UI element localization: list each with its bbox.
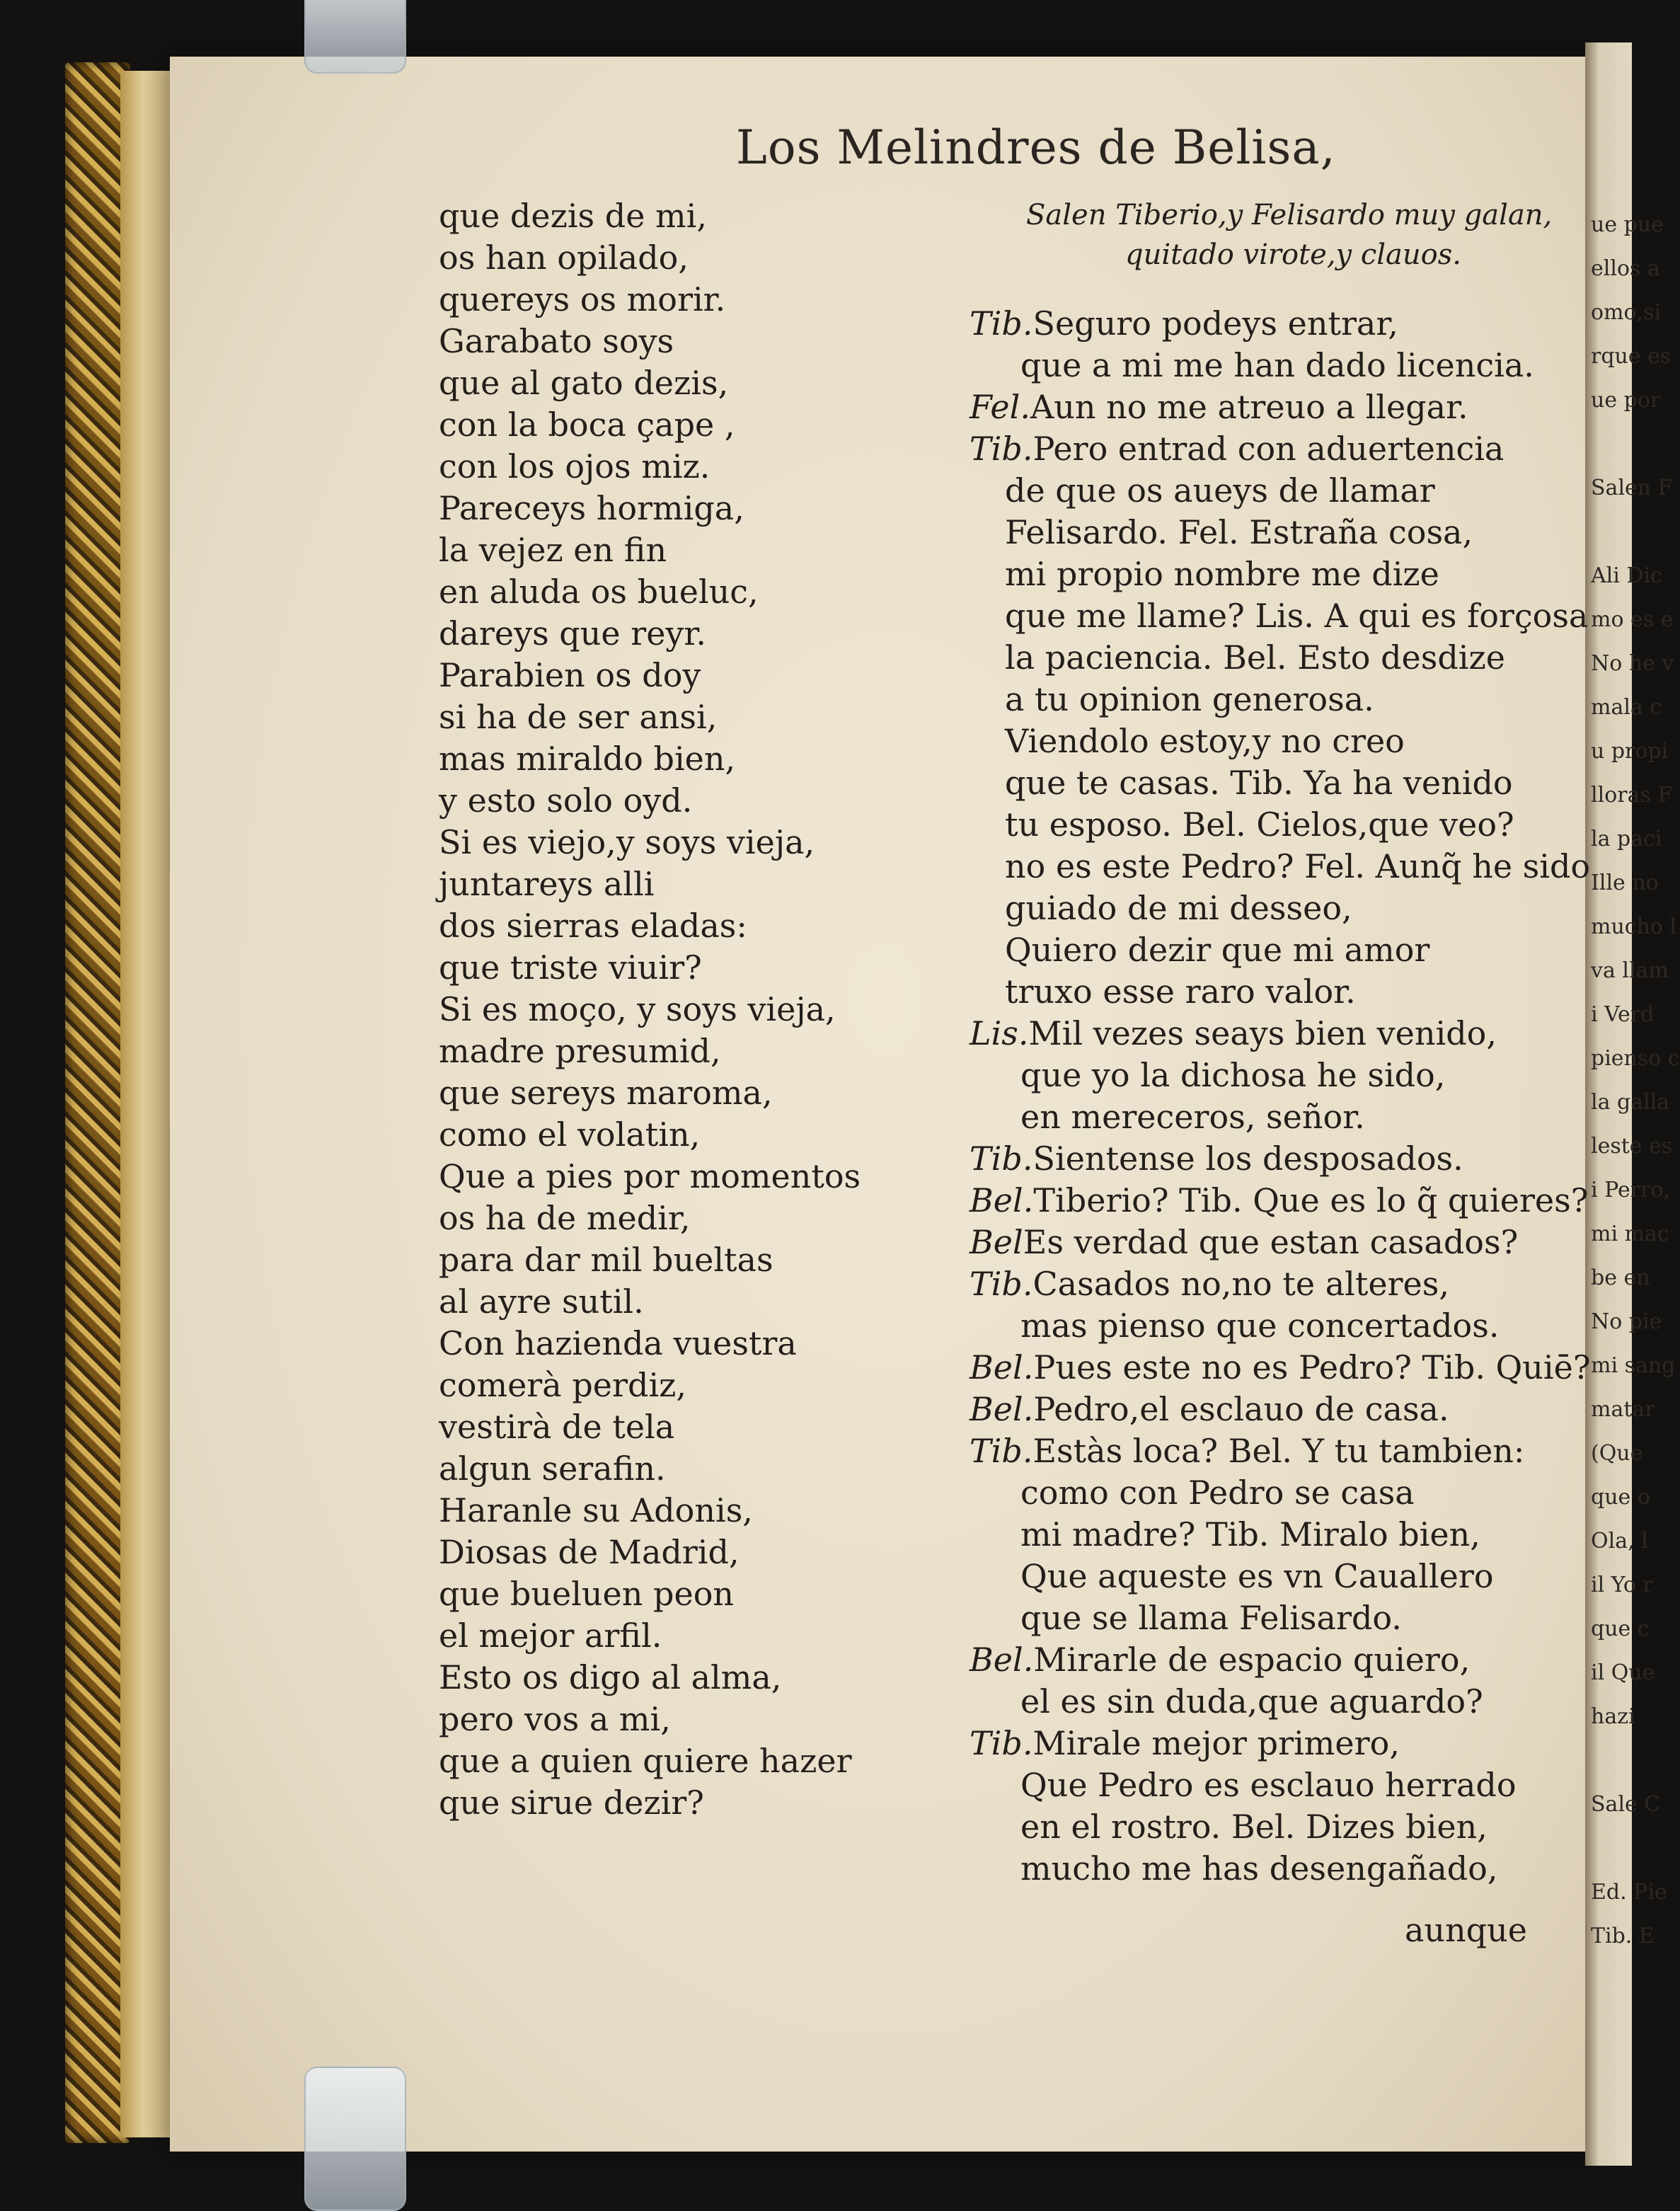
page-edges [120,71,177,2137]
dialogue-line [970,1556,1591,1597]
verse-line: pero vos a mi, [439,1700,671,1738]
dialogue-line [970,929,1591,971]
speaker-label: Fel. [970,388,1030,426]
stage-direction-line: Salen Tiberio,y Felisardo muy galan, [1026,199,1553,231]
dialogue-text: Que Pedro es esclauo herrado [1020,1766,1517,1804]
verse-line: dos sierras eladas: [439,907,747,945]
next-page-fragment: ue por [1591,388,1661,413]
verse-line: que dezis de mi, [439,197,708,235]
next-page-fragment: mucho l [1591,914,1677,939]
dialogue-text: Estàs loca? Bel. Y tu tambien: [1032,1432,1525,1470]
dialogue-line [970,1055,1591,1096]
dialogue-line [970,1389,1591,1430]
dialogue-text: mi madre? Tib. Miralo bien, [1020,1515,1480,1554]
dialogue-lines [970,303,1591,1890]
next-page-fragment: i Verd [1591,1002,1655,1027]
catchword: aunque [1405,1911,1527,1949]
dialogue-line [970,553,1591,595]
verse-line: Pareceys hormiga, [439,489,744,527]
dialogue-line [970,428,1591,470]
dialogue-text: de que os aueys de llamar [1005,471,1435,510]
dialogue-text: Seguro podeys entrar, [1032,304,1398,343]
dialogue-line [970,1514,1591,1556]
next-page-fragment: pienso c [1591,1046,1680,1071]
dialogue-line [970,1305,1591,1347]
dialogue-text: guiado de mi desseo, [1005,889,1352,927]
dialogue-text: mi propio nombre me dize [1005,555,1439,593]
dialogue-line [970,1597,1591,1639]
verse-line: juntareys alli [439,865,655,903]
dialogue-text: Que aqueste es vn Cauallero [1020,1557,1494,1595]
verse-line: dareys que reyr. [439,614,706,653]
dialogue-text: Mil vezes seays bien venido, [1028,1014,1497,1052]
verse-line: como el volatin, [439,1115,701,1154]
verse-line: Diosas de Madrid, [439,1533,740,1571]
dialogue-text: Quiero dezir que mi amor [1005,931,1430,969]
verse-line: con la boca çape , [439,406,735,444]
next-page-fragment: que c [1591,1616,1650,1641]
dialogue-line [970,1222,1591,1263]
next-page-fragment: il Que [1591,1660,1655,1685]
next-page-fragment: i Perro, [1591,1178,1671,1202]
dialogue-line [970,1764,1591,1806]
dialogue-text: Es verdad que estan casados? [1023,1223,1519,1261]
speaker-label: Tib. [970,304,1033,343]
dialogue-text: mas pienso que concertados. [1020,1306,1500,1345]
dialogue-text: en el rostro. Bel. Dizes bien, [1020,1808,1488,1846]
verse-line: quereys os morir. [439,280,726,318]
speaker-label: Tib. [970,430,1033,468]
verse-line: si ha de ser ansi, [439,698,718,736]
dialogue-line [970,762,1591,804]
dialogue-text: el es sin duda,que aguardo? [1020,1682,1483,1721]
dialogue-text: Felisardo. Fel. Estraña cosa, [1005,513,1473,551]
verse-line: con los ojos miz. [439,447,710,486]
dialogue-text: Mirale mejor primero, [1032,1724,1400,1762]
next-page-fragment: mala c [1591,695,1662,720]
dialogue-text: Pedro,el esclauo de casa. [1033,1390,1449,1428]
verse-line: que triste viuir? [439,948,702,987]
speaker-label: Bel. [970,1181,1034,1219]
next-page-fragment: Tib. E [1591,1924,1655,1948]
dialogue-text: que te casas. Tib. Ya ha venido [1005,764,1513,802]
dialogue-text: que se llama Felisardo. [1020,1599,1402,1637]
dialogue-line [970,804,1591,846]
dialogue-line [970,1263,1591,1305]
next-page-fragment: ellos a [1591,256,1660,281]
dialogue-text: como con Pedro se casa [1020,1474,1415,1512]
dialogue-text: Tiberio? Tib. Que es lo q̃ quieres? [1033,1181,1589,1219]
speaker-label: Tib. [970,1265,1033,1303]
dialogue-line [970,512,1591,553]
dialogue-text: Casados no,no te alteres, [1032,1265,1449,1303]
next-page-fragment: Ola, l [1591,1529,1648,1554]
dialogue-text: truxo esse raro valor. [1005,972,1356,1011]
verse-line: Si es moço, y soys vieja, [439,990,836,1028]
verse-line: Parabien os doy [439,656,701,694]
next-page-fragment: va llam [1591,958,1669,983]
dialogue-text: que a mi me han dado licencia. [1020,346,1534,384]
verse-line: vestirà de tela [439,1408,675,1446]
left-column-verse [439,195,861,1824]
speaker-label: Tib. [970,1139,1033,1178]
next-page-fragment: rque es [1591,344,1672,369]
dialogue-line [970,1472,1591,1514]
dialogue-line [970,386,1591,428]
dialogue-text: no es este Pedro? Fel. Aunq̃ he sido [1005,847,1591,885]
dialogue-text: Pues este no es Pedro? Tib. Quiē? [1033,1348,1591,1386]
next-page-fragment: matar [1591,1397,1655,1422]
dialogue-line [970,1806,1591,1848]
speaker-label: Bel. [970,1390,1034,1428]
dialogue-line [970,971,1591,1013]
dialogue-text: tu esposo. Bel. Cielos,que veo? [1005,805,1514,844]
book-clip-bottom [304,2067,406,2211]
dialogue-line [970,888,1591,929]
speaker-label: Bel. [970,1641,1034,1679]
verse-line: madre presumid, [439,1032,721,1070]
dialogue-line [970,595,1591,637]
next-page-fragment: leste es [1591,1134,1673,1159]
dialogue-line [970,1180,1591,1222]
dialogue-text: en mereceros, señor. [1020,1098,1365,1136]
speaker-label: Bel. [970,1348,1034,1386]
verse-line: al ayre sutil. [439,1282,644,1321]
dialogue-line [970,637,1591,679]
speaker-label: Tib. [970,1432,1033,1470]
dialogue-line [970,1848,1591,1890]
verse-line: Haranle su Adonis, [439,1491,753,1529]
next-page-fragment: Sale C [1591,1792,1661,1817]
dialogue-text: Viendolo estoy,y no creo [1005,722,1405,760]
dialogue-line [970,679,1591,720]
verse-line: Esto os digo al alma, [439,1658,782,1696]
verse-line: la vejez en fin [439,531,667,569]
dialogue-line [970,345,1591,386]
next-page-fragment: lloras F [1591,783,1673,808]
dialogue-line [970,470,1591,512]
speaker-label: Lis. [970,1014,1029,1052]
next-page-fragment: mi mac [1591,1222,1669,1246]
verse-line: comerà perdiz, [439,1366,687,1404]
dialogue-text: a tu opinion generosa. [1005,680,1374,718]
verse-line: que bueluen peon [439,1575,735,1613]
dialogue-line [970,1013,1591,1055]
next-page-fragment: mi sang [1591,1353,1676,1378]
dialogue-text: que me llame? Lis. A qui es forçosa [1005,597,1589,635]
next-page-fragment: be en [1591,1265,1650,1290]
dialogue-line [970,1347,1591,1389]
next-page-fragment: No pie [1591,1309,1662,1334]
speaker-label: Tib. [970,1724,1033,1762]
dialogue-text: que yo la dichosa he sido, [1020,1056,1446,1094]
next-page-fragment: la galla [1591,1090,1670,1115]
verse-line: os han opilado, [439,239,689,277]
dialogue-line [970,846,1591,888]
verse-line: Garabato soys [439,322,674,360]
verse-line: que a quien quiere hazer [439,1742,852,1780]
dialogue-line [970,303,1591,345]
next-page-fragment: mo es e [1591,607,1674,632]
speaker-label: Bel [970,1223,1023,1261]
dialogue-text: mucho me has desengañado, [1020,1849,1498,1888]
dialogue-text: Aun no me atreuo a llegar. [1030,388,1468,426]
dialogue-line [970,1681,1591,1723]
next-page-fragment: No he v [1591,651,1674,676]
verse-line: en aluda os bueluc, [439,573,759,611]
book-clip-top [304,0,406,74]
next-page-fragment: Salen F [1591,476,1673,500]
dialogue-line [970,1723,1591,1764]
verse-line: que sirue dezir? [439,1784,704,1822]
next-page-fragment: hazi [1591,1704,1635,1729]
dialogue-text: Sientense los desposados. [1032,1139,1463,1178]
verse-line: algun serafin. [439,1449,666,1488]
verse-line: mas miraldo bien, [439,740,736,778]
dialogue-text: Mirarle de espacio quiero, [1033,1641,1471,1679]
right-column-dialogue [970,195,1591,1890]
dialogue-line [970,1430,1591,1472]
verse-line: para dar mil bueltas [439,1241,773,1279]
next-page-fragment: Ali Dic [1591,563,1662,588]
dialogue-line [970,720,1591,762]
verse-line: que al gato dezis, [439,364,729,402]
next-page-fragment: il Yo r [1591,1573,1653,1597]
next-page-fragment: u propi [1591,739,1669,764]
next-page-fragment: ue pue [1591,212,1664,237]
dialogue-line [970,1639,1591,1681]
verse-line: y esto solo oyd. [439,781,693,820]
verse-line: Si es viejo,y soys vieja, [439,823,815,861]
running-title: Los Melindres de Belisa, [736,120,1336,175]
next-page-fragment: que o [1591,1485,1650,1510]
verse-line: os ha de medir, [439,1199,691,1237]
verse-line: el mejor arfil. [439,1616,662,1655]
dialogue-line [970,1096,1591,1138]
dialogue-text: Pero entrad con aduertencia [1032,430,1504,468]
verse-line: Con hazienda vuestra [439,1324,797,1362]
next-page-fragment: omo,si [1591,300,1662,325]
verse-line: que sereys maroma, [439,1074,773,1112]
dialogue-text: la paciencia. Bel. Esto desdize [1005,638,1505,677]
dialogue-line [970,1138,1591,1180]
verse-line: Que a pies por momentos [439,1157,861,1195]
next-page-fragment: Ille no [1591,871,1659,895]
next-page-fragment: (Que [1591,1441,1643,1466]
stage-direction-line: quitado virote,y clauos. [1125,239,1461,271]
next-page-fragment: la paci [1591,827,1662,851]
next-page-fragment: Ed. Pie [1591,1880,1667,1905]
